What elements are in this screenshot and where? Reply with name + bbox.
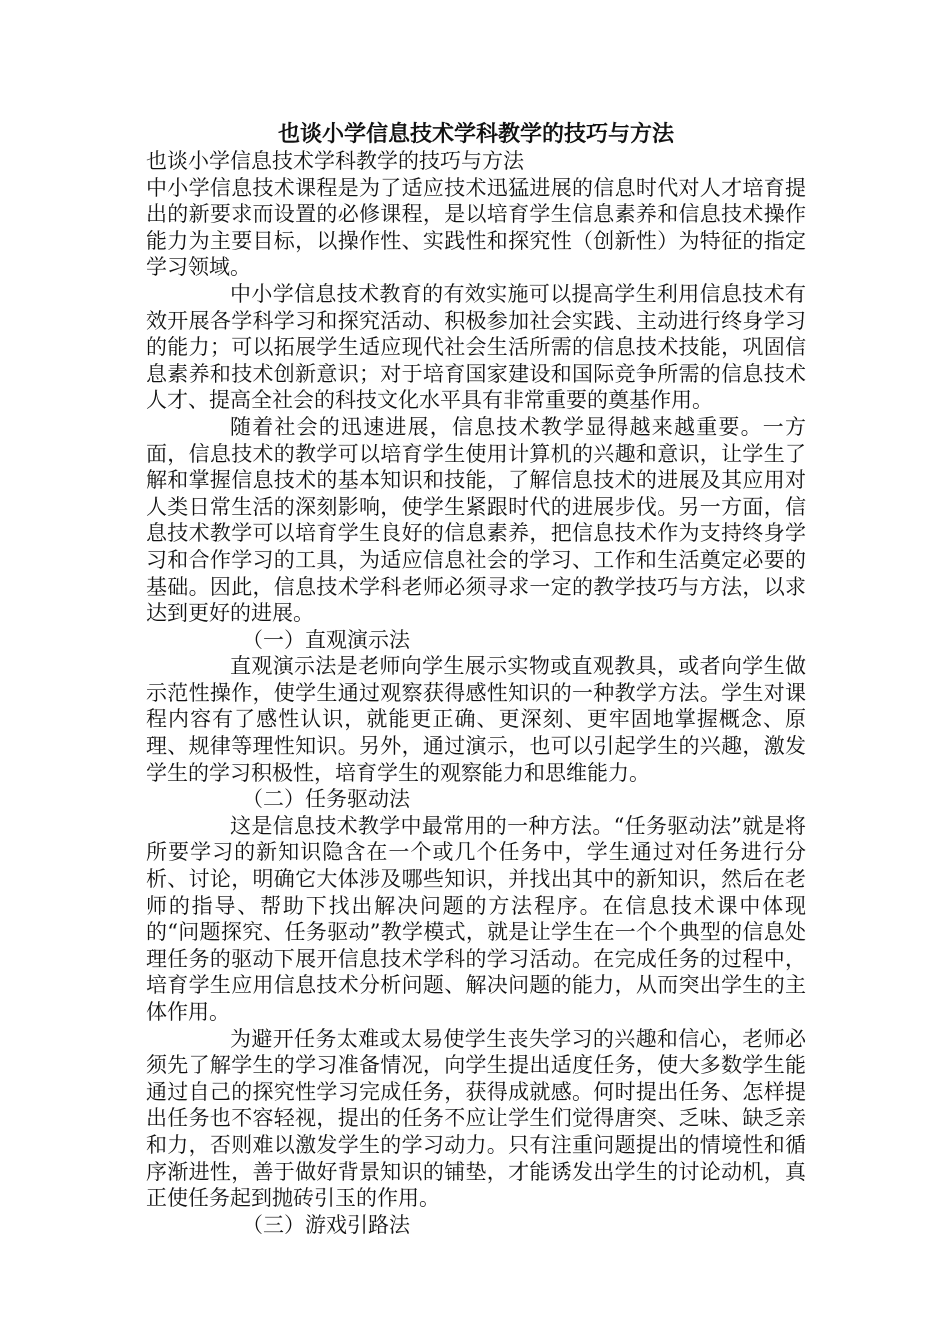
section-heading-game-guided: （三）游戏引路法 <box>242 1212 410 1237</box>
document-page <box>146 120 806 1238</box>
paragraph-social-development: 随着社会的迅速进展，信息技术教学显得越来越重要。一方面，信息技术的教学可以培育学生使用计算机的兴趣和意识，让学生了解和掌握信息技术的基本知识和技能，了解信息技术的进展及其应用对人类日常生活的深刻影响，使学生紧跟时代的进展步伐。另一方面，信息技术教学可以培育学生良好的信息素养，把信息技术作为支持终身学习和合作学习的工具，为适应信息社会的学习、工作和生活奠定必要的基础。因此，信息技术学科老师必须寻求一定的教学技巧与方法，以求达到更好的进展。 <box>146 414 806 626</box>
paragraph-intro: 中小学信息技术课程是为了适应技术迅猛进展的信息时代对人才培育提出的新要求而设置的必修课程，是以培育学生信息素养和信息技术操作能力为主要目标，以操作性、实践性和探究性（创新性）为特征的指定学习领域。 <box>146 175 806 280</box>
paragraph-demonstration: 直观演示法是老师向学生展示实物或直观教具，或者向学生做示范性操作，使学生通过观察获得感性知识的一种教学方法。学生对课程内容有了感性认识，就能更正确、更深刻、更牢固地掌握概念、原理、规律等理性知识。另外，通过演示，也可以引起学生的兴趣，激发学生的学习积极性，培育学生的观察能力和思维能力。 <box>146 654 806 785</box>
document-subtitle: 也谈小学信息技术学科教学的技巧与方法 <box>146 149 524 173</box>
paragraph-task-difficulty: 为避开任务太难或太易使学生丧失学习的兴趣和信心，老师必须先了解学生的学习准备情况，向学生提出适度任务，使大多数学生能通过自己的探究性学习完成任务，获得成就感。何时提出任务、怎样提出任务也不容轻视，提出的任务不应让学生们觉得唐突、乏味、缺乏亲和力，否则难以激发学生的学习动力。只有注重问题提出的情境性和循序渐进性，善于做好背景知识的铺垫，才能诱发出学生的讨论动机，真正使任务起到抛砖引玉的作用。 <box>146 1026 806 1211</box>
paragraph-task-driven: 这是信息技术教学中最常用的一种方法。“任务驱动法”就是将所要学习的新知识隐含在一个或几个任务中，学生通过对任务进行分析、讨论，明确它大体涉及哪些知识，并找出其中的新知识，然后在老师的指导、帮助下找出解决问题的方法程序。在信息技术课中体现的“问题探究、任务驱动”教学模式，就是让学生在一个个典型的信息处理任务的驱动下展开信息技术学科的学习活动。在完成任务的过程中，培育学生应用信息技术分析问题、解决问题的能力，从而突出学生的主体作用。 <box>146 813 806 1024</box>
paragraph-effective-implementation: 中小学信息技术教育的有效实施可以提高学生利用信息技术有效开展各学科学习和探究活动、积极参加社会实践、主动进行终身学习的能力；可以拓展学生适应现代社会生活所需的信息技术技能，巩固信息素养和技术创新意识；对于培育国家建设和国际竞争所需的信息技术人才、提高全社会的科技文化水平具有非常重要的奠基作用。 <box>146 281 806 413</box>
document-title: 也谈小学信息技术学科教学的技巧与方法 <box>277 121 674 147</box>
section-heading-demonstration: （一）直观演示法 <box>242 627 410 652</box>
section-heading-task-driven: （二）任务驱动法 <box>242 787 410 812</box>
